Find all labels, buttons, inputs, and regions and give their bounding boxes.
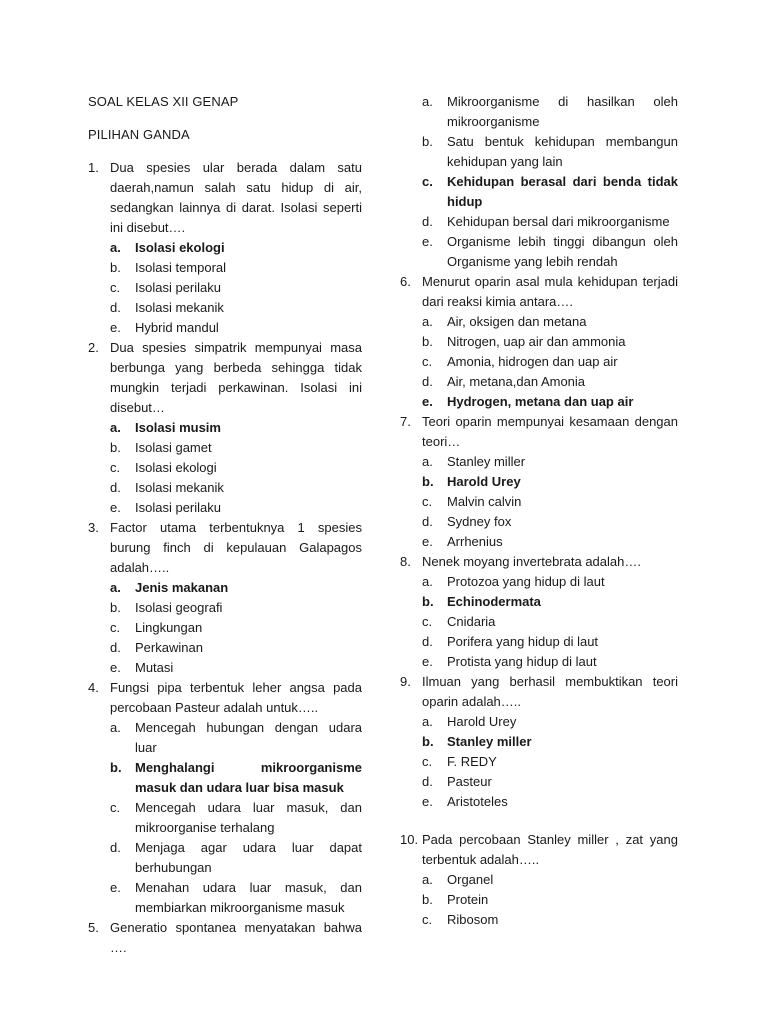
question bbox=[400, 412, 678, 452]
option-letter: d. bbox=[110, 300, 121, 315]
option-letter: d. bbox=[422, 374, 433, 389]
question bbox=[400, 552, 678, 572]
option-text: Isolasi temporal bbox=[135, 260, 227, 275]
option-letter: c. bbox=[422, 494, 433, 509]
option-text: Isolasi ekologi bbox=[135, 240, 225, 255]
question-number: 4. bbox=[88, 680, 99, 695]
option-text: Menghalangi mikroorganisme masuk dan udara luar bisa masuk bbox=[135, 760, 362, 795]
option-text: Harold Urey bbox=[447, 474, 521, 489]
option-letter: e. bbox=[110, 880, 121, 895]
answer-option-correct bbox=[110, 418, 362, 438]
option-letter: b. bbox=[422, 334, 433, 349]
answer-option bbox=[110, 438, 362, 458]
answer-option bbox=[110, 298, 362, 318]
question-text: Ilmuan yang berhasil membuktikan teori oparin adalah….. bbox=[422, 674, 678, 709]
left-column bbox=[88, 158, 362, 958]
option-text: Malvin calvin bbox=[447, 494, 522, 509]
option-text: Mutasi bbox=[135, 660, 174, 675]
option-letter: a. bbox=[422, 574, 433, 589]
option-letter: a. bbox=[422, 94, 433, 109]
option-text: Mencegah hubungan dengan udara luar bbox=[135, 720, 362, 755]
question-number: 5. bbox=[88, 920, 99, 935]
option-text: Air, oksigen dan metana bbox=[447, 314, 587, 329]
section-heading: PILIHAN GANDA bbox=[88, 127, 190, 142]
answer-option bbox=[422, 890, 678, 910]
option-text: Air, metana,dan Amonia bbox=[447, 374, 586, 389]
option-text: Isolasi ekologi bbox=[135, 460, 217, 475]
option-letter: b. bbox=[110, 440, 121, 455]
option-text: Mikroorganisme di hasilkan oleh mikroorganisme bbox=[447, 94, 678, 129]
question-number: 6. bbox=[400, 274, 411, 289]
answer-option bbox=[422, 212, 678, 232]
question-text: Teori oparin mempunyai kesamaan dengan teori… bbox=[422, 414, 678, 449]
answer-option bbox=[110, 618, 362, 638]
option-text: Kehidupan bersal dari mikroorganisme bbox=[447, 214, 670, 229]
answer-option bbox=[110, 878, 362, 918]
question-number: 2. bbox=[88, 340, 99, 355]
answer-option bbox=[422, 910, 678, 930]
option-text: Pasteur bbox=[447, 774, 492, 789]
answer-option bbox=[422, 772, 678, 792]
option-letter: e. bbox=[110, 660, 121, 675]
option-letter: a. bbox=[422, 714, 433, 729]
option-letter: c. bbox=[422, 174, 433, 189]
question bbox=[88, 338, 362, 418]
answer-option bbox=[422, 352, 678, 372]
answer-option bbox=[422, 870, 678, 890]
option-letter: c. bbox=[422, 912, 433, 927]
option-text: Harold Urey bbox=[447, 714, 517, 729]
question bbox=[88, 918, 362, 958]
option-text: Echinodermata bbox=[447, 594, 541, 609]
option-letter: d. bbox=[422, 214, 433, 229]
question-text: Dua spesies simpatrik mempunyai masa berbunga yang berbeda sehingga tidak mungkin terjadi perkawinan. Isolasi ini disebut… bbox=[110, 340, 362, 415]
option-letter: b. bbox=[422, 474, 434, 489]
answer-option-correct bbox=[422, 472, 678, 492]
question-number: 9. bbox=[400, 674, 411, 689]
answer-option-correct bbox=[422, 592, 678, 612]
question bbox=[88, 158, 362, 238]
option-letter: b. bbox=[422, 134, 433, 149]
option-text: Kehidupan berasal dari benda tidak hidup bbox=[447, 174, 678, 209]
option-letter: c. bbox=[422, 614, 433, 629]
option-text: Hydrogen, metana dan uap air bbox=[447, 394, 634, 409]
option-letter: b. bbox=[110, 760, 122, 775]
option-text: Nitrogen, uap air dan ammonia bbox=[447, 334, 626, 349]
option-text: Isolasi mekanik bbox=[135, 480, 224, 495]
option-text: Ribosom bbox=[447, 912, 499, 927]
option-text: Mencegah udara luar masuk, dan mikroorganise terhalang bbox=[135, 800, 362, 835]
option-letter: a. bbox=[422, 314, 433, 329]
option-letter: c. bbox=[422, 754, 433, 769]
option-text: Protein bbox=[447, 892, 489, 907]
option-text: F. REDY bbox=[447, 754, 497, 769]
question-number: 3. bbox=[88, 520, 99, 535]
option-letter: b. bbox=[110, 600, 121, 615]
answer-option bbox=[422, 312, 678, 332]
option-text: Menjaga agar udara luar dapat berhubungan bbox=[135, 840, 362, 875]
question-text: Menurut oparin asal mula kehidupan terjadi dari reaksi kimia antara…. bbox=[422, 274, 678, 309]
question-number: 10. bbox=[400, 832, 419, 847]
option-letter: c. bbox=[110, 280, 121, 295]
option-letter: b. bbox=[110, 260, 121, 275]
question-text: Fungsi pipa terbentuk leher angsa pada percobaan Pasteur adalah untuk….. bbox=[110, 680, 362, 715]
option-letter: a. bbox=[110, 420, 121, 435]
answer-option bbox=[110, 258, 362, 278]
option-letter: d. bbox=[422, 514, 433, 529]
option-text: Hybrid mandul bbox=[135, 320, 219, 335]
answer-option bbox=[422, 132, 678, 172]
answer-option bbox=[110, 498, 362, 518]
question-text: Factor utama terbentuknya 1 spesies burung finch di kepulauan Galapagos adalah….. bbox=[110, 520, 362, 575]
answer-option bbox=[422, 652, 678, 672]
answer-option-correct bbox=[422, 392, 678, 412]
answer-option-correct bbox=[422, 172, 678, 212]
option-letter: c. bbox=[110, 800, 121, 815]
question-text: Generatio spontanea menyatakan bahwa …. bbox=[110, 920, 362, 955]
option-letter: d. bbox=[110, 840, 121, 855]
answer-option bbox=[422, 512, 678, 532]
option-letter: c. bbox=[110, 460, 121, 475]
question bbox=[400, 272, 678, 312]
question-number: 8. bbox=[400, 554, 411, 569]
option-text: Aristoteles bbox=[447, 794, 508, 809]
answer-option-correct bbox=[110, 758, 362, 798]
answer-option bbox=[422, 532, 678, 552]
question bbox=[88, 518, 362, 578]
option-text: Sydney fox bbox=[447, 514, 512, 529]
option-letter: e. bbox=[110, 500, 121, 515]
option-text: Organisme lebih tinggi dibangun oleh Organisme yang lebih rendah bbox=[447, 234, 678, 269]
answer-option-correct bbox=[110, 238, 362, 258]
option-text: Menahan udara luar masuk, dan membiarkan mikroorganisme masuk bbox=[135, 880, 362, 915]
answer-option bbox=[422, 232, 678, 272]
option-letter: b. bbox=[422, 892, 433, 907]
question bbox=[88, 678, 362, 718]
answer-option bbox=[110, 458, 362, 478]
answer-option bbox=[422, 492, 678, 512]
document-title: SOAL KELAS XII GENAP bbox=[88, 94, 239, 109]
option-letter: e. bbox=[422, 234, 433, 249]
option-letter: a. bbox=[110, 720, 121, 735]
answer-option bbox=[422, 372, 678, 392]
answer-option-correct bbox=[110, 578, 362, 598]
option-letter: e. bbox=[422, 794, 433, 809]
right-column bbox=[400, 92, 678, 930]
option-text: Isolasi gamet bbox=[135, 440, 212, 455]
answer-option bbox=[422, 332, 678, 352]
answer-option bbox=[110, 718, 362, 758]
option-letter: e. bbox=[422, 534, 433, 549]
question-text: Nenek moyang invertebrata adalah…. bbox=[422, 554, 641, 569]
option-text: Stanley miller bbox=[447, 734, 532, 749]
option-text: Protozoa yang hidup di laut bbox=[447, 574, 605, 589]
answer-option bbox=[110, 318, 362, 338]
answer-option bbox=[422, 612, 678, 632]
option-text: Arrhenius bbox=[447, 534, 503, 549]
option-letter: e. bbox=[422, 394, 433, 409]
question-text: Pada percobaan Stanley miller , zat yang terbentuk adalah….. bbox=[422, 832, 678, 867]
option-text: Perkawinan bbox=[135, 640, 203, 655]
spacer bbox=[400, 812, 678, 830]
option-text: Jenis makanan bbox=[135, 580, 229, 595]
option-text: Lingkungan bbox=[135, 620, 203, 635]
answer-option bbox=[110, 838, 362, 878]
option-letter: d. bbox=[422, 634, 433, 649]
option-letter: c. bbox=[110, 620, 121, 635]
option-text: Isolasi perilaku bbox=[135, 500, 221, 515]
option-letter: b. bbox=[422, 594, 434, 609]
option-letter: e. bbox=[110, 320, 121, 335]
answer-option bbox=[110, 598, 362, 618]
answer-option bbox=[422, 92, 678, 132]
answer-option bbox=[110, 478, 362, 498]
option-letter: a. bbox=[422, 454, 433, 469]
question bbox=[400, 672, 678, 712]
option-letter: d. bbox=[422, 774, 433, 789]
option-letter: a. bbox=[422, 872, 433, 887]
option-text: Satu bentuk kehidupan membangun kehidupan yang lain bbox=[447, 134, 678, 169]
option-letter: d. bbox=[110, 640, 121, 655]
option-letter: b. bbox=[422, 734, 434, 749]
answer-option bbox=[422, 752, 678, 772]
option-text: Organel bbox=[447, 872, 494, 887]
question-number: 7. bbox=[400, 414, 411, 429]
question-number: 1. bbox=[88, 160, 99, 175]
answer-option bbox=[422, 452, 678, 472]
question bbox=[400, 830, 678, 870]
answer-option bbox=[422, 632, 678, 652]
option-text: Protista yang hidup di laut bbox=[447, 654, 597, 669]
option-text: Porifera yang hidup di laut bbox=[447, 634, 599, 649]
answer-option bbox=[422, 572, 678, 592]
answer-option bbox=[110, 278, 362, 298]
option-text: Amonia, hidrogen dan uap air bbox=[447, 354, 618, 369]
answer-option bbox=[422, 792, 678, 812]
option-text: Isolasi mekanik bbox=[135, 300, 224, 315]
question-text: Dua spesies ular berada dalam satu daerah,namun salah satu hidup di air, sedangkan lainnya di darat. Isolasi seperti ini disebut…. bbox=[110, 160, 362, 235]
answer-option bbox=[110, 638, 362, 658]
answer-option bbox=[422, 712, 678, 732]
option-text: Isolasi geografi bbox=[135, 600, 223, 615]
option-text: Cnidaria bbox=[447, 614, 496, 629]
option-letter: d. bbox=[110, 480, 121, 495]
option-text: Isolasi perilaku bbox=[135, 280, 221, 295]
answer-option-correct bbox=[422, 732, 678, 752]
option-letter: e. bbox=[422, 654, 433, 669]
option-text: Stanley miller bbox=[447, 454, 526, 469]
answer-option bbox=[110, 798, 362, 838]
answer-option bbox=[110, 658, 362, 678]
option-text: Isolasi musim bbox=[135, 420, 221, 435]
option-letter: a. bbox=[110, 580, 121, 595]
option-letter: a. bbox=[110, 240, 121, 255]
option-letter: c. bbox=[422, 354, 433, 369]
